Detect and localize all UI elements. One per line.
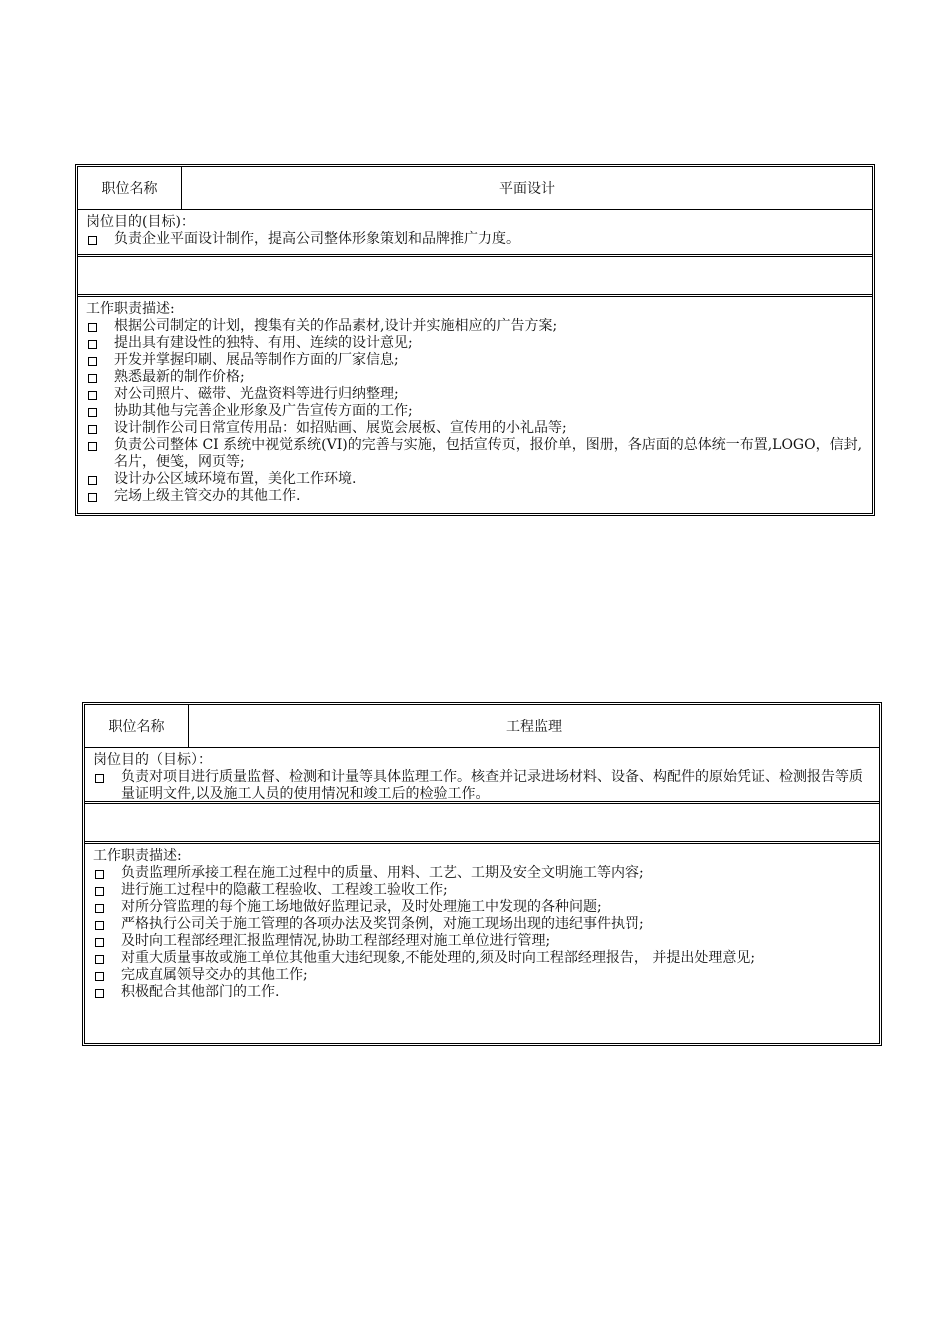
checkbox-bullet-icon [86, 335, 114, 352]
empty-row [78, 257, 872, 297]
duty-item: 对重大质量事故或施工单位其他重大违纪现象,不能处理的,须及时向工程部经理报告， 并提出处理意见; [93, 950, 873, 967]
duty-item: 根据公司制定的计划，搜集有关的作品素材,设计并实施相应的广告方案; [86, 318, 866, 335]
duties-heading: 工作职责描述: [93, 848, 182, 864]
checkbox-bullet-icon [86, 386, 114, 403]
checkbox-bullet-icon [86, 352, 114, 369]
duty-item: 对所分管监理的每个施工场地做好监理记录，及时处理施工中发现的各种问题; [93, 899, 873, 916]
duty-item: 开发并掌握印刷、展品等制作方面的厂家信息; [86, 352, 866, 369]
checkbox-bullet-icon [86, 437, 114, 471]
purpose-heading: 岗位目的(目标)： [86, 214, 195, 230]
duty-item: 严格执行公司关于施工管理的各项办法及奖罚条例，对施工现场出现的违纪事件执罚; [93, 916, 873, 933]
position-label: 职位名称 [85, 705, 189, 747]
duty-item: 负责公司整体 CI 系统中视觉系统(VI)的完善与实施，包括宣传页，报价单，图册，各店面的总体统一布置,LOGO，信封,名片，便笺，网页等; [86, 437, 866, 471]
job-table-graphic-design [75, 164, 875, 516]
empty-row [85, 804, 879, 844]
duty-item: 进行施工过程中的隐蔽工程验收、工程竣工验收工作; [93, 882, 873, 899]
checkbox-bullet-icon [93, 899, 121, 916]
checkbox-bullet-icon [86, 369, 114, 386]
checkbox-bullet-icon [86, 403, 114, 420]
duties-heading: 工作职责描述: [86, 301, 175, 317]
duty-item: 设计办公区域环境布置，美化工作环境. [86, 471, 866, 488]
checkbox-bullet-icon [86, 488, 114, 505]
position-title: 平面设计 [499, 181, 555, 197]
duty-item: 提出具有建设性的独特、有用、连续的设计意见; [86, 335, 866, 352]
checkbox-bullet-icon [93, 882, 121, 899]
duty-item: 熟悉最新的制作价格; [86, 369, 866, 386]
job-table-engineering-supervision [82, 702, 882, 1046]
checkbox-bullet-icon [86, 318, 114, 335]
checkbox-bullet-icon [93, 865, 121, 882]
position-title: 工程监理 [506, 719, 562, 735]
purpose-item: 负责对项目进行质量监督、检测和计量等具体监理工作。核查并记录进场材料、设备、构配件的原始凭证、检测报告等质量证明文件,以及施工人员的使用情况和竣工后的检验工作。 [93, 769, 873, 803]
duty-item: 完成直属领导交办的其他工作; [93, 967, 873, 984]
checkbox-bullet-icon [86, 231, 114, 248]
table-header-row [85, 705, 879, 748]
duty-item: 对公司照片、磁带、光盘资料等进行归纳整理; [86, 386, 866, 403]
checkbox-bullet-icon [93, 950, 121, 967]
checkbox-bullet-icon [93, 967, 121, 984]
duty-item: 设计制作公司日常宣传用品：如招贴画、展览会展板、宣传用的小礼品等; [86, 420, 866, 437]
purpose-section [85, 748, 879, 804]
purpose-item: 负责企业平面设计制作，提高公司整体形象策划和品牌推广力度。 [86, 231, 866, 248]
checkbox-bullet-icon [93, 916, 121, 933]
purpose-section [78, 210, 872, 257]
checkbox-bullet-icon [93, 769, 121, 803]
duties-section [85, 844, 879, 1003]
checkbox-bullet-icon [93, 984, 121, 1001]
checkbox-bullet-icon [86, 471, 114, 488]
duty-item: 协助其他与完善企业形象及广告宣传方面的工作; [86, 403, 866, 420]
position-label: 职位名称 [78, 167, 182, 209]
duties-section [78, 297, 872, 507]
checkbox-bullet-icon [86, 420, 114, 437]
purpose-heading: 岗位目的（目标）： [93, 752, 212, 768]
duty-item: 负责监理所承接工程在施工过程中的质量、用料、工艺、工期及安全文明施工等内容; [93, 865, 873, 882]
table-header-row [78, 167, 872, 210]
duty-item: 及时向工程部经理汇报监理情况,协助工程部经理对施工单位进行管理; [93, 933, 873, 950]
duty-item: 完场上级主管交办的其他工作. [86, 488, 866, 505]
checkbox-bullet-icon [93, 933, 121, 950]
duty-item: 积极配合其他部门的工作. [93, 984, 873, 1001]
